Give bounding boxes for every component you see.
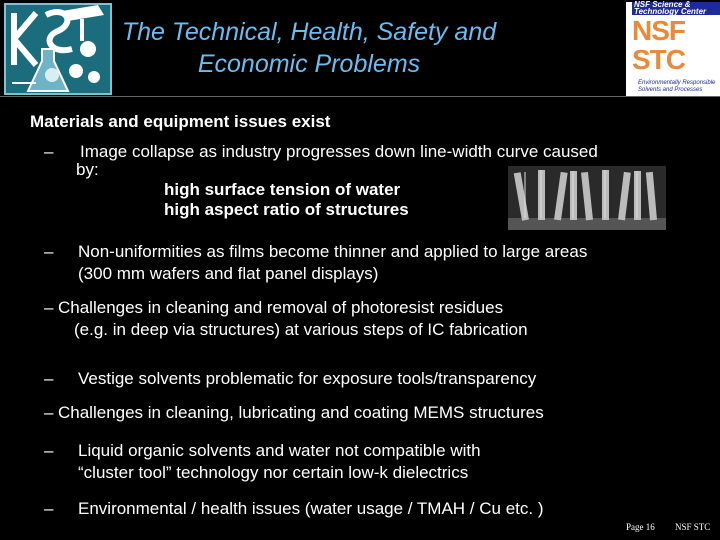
nsf-stc-logo	[626, 2, 720, 96]
dash-bullet: –	[44, 403, 54, 422]
dash-bullet: –	[44, 441, 54, 460]
dash-bullet: –	[44, 499, 54, 518]
dash-bullet: –	[44, 142, 54, 161]
collapsed-structures-picture	[508, 166, 666, 230]
list-item-text: by:	[76, 160, 99, 179]
page-number: Page 16	[626, 522, 655, 532]
dash-bullet: –	[44, 369, 54, 388]
nsf-logo-word-stc: STC	[632, 44, 685, 75]
header-divider	[0, 96, 720, 97]
list-item-text: Challenges in cleaning, lubricating and coating MEMS structures	[58, 403, 544, 422]
nsf-logo-banner-line2: Technology Center	[634, 6, 707, 16]
lab-flask-logo-icon	[6, 5, 110, 93]
main-bullet: Materials and equipment issues exist	[30, 112, 331, 131]
list-item-text: Image collapse as industry progresses down line-width curve caused	[80, 142, 598, 161]
footer-org: NSF STC	[675, 522, 711, 532]
cause-line: high aspect ratio of structures	[164, 200, 409, 219]
ks-logo	[4, 3, 112, 95]
dash-bullet: –	[44, 242, 54, 261]
list-item-text: “cluster tool” technology nor certain low-k dielectrics	[78, 463, 469, 482]
slide-title-line2: Economic Problems	[197, 50, 421, 78]
dash-bullet: –	[44, 298, 54, 317]
nsf-logo-word-nsf: NSF	[632, 15, 685, 46]
list-item-text: Challenges in cleaning and removal of photoresist residues	[58, 298, 504, 317]
slide-title-line1: The Technical, Health, Safety and	[121, 18, 497, 46]
nsf-logo-banner-line1: NSF Science &	[634, 0, 691, 9]
header	[0, 0, 720, 100]
list-item-text: Non-uniformities as films become thinner and applied to large areas	[78, 242, 588, 261]
list-item-text: (e.g. in deep via structures) at various steps of IC fabrication	[74, 320, 528, 339]
list-item-text: (300 mm wafers and flat panel displays)	[78, 264, 379, 283]
list-item-text: Vestige solvents problematic for exposure tools/transparency	[78, 369, 537, 388]
list-item-text: Environmental / health issues (water usage / TMAH / Cu etc. )	[78, 499, 544, 518]
cause-line: high surface tension of water	[164, 180, 401, 199]
list-item-text: Liquid organic solvents and water not compatible with	[78, 441, 481, 460]
slide-title	[118, 16, 500, 80]
nsf-logo-banner	[632, 2, 720, 15]
sem-micrograph-image	[508, 166, 666, 230]
nsf-logo-subtitle: Environmentally Responsible Solvents and Processes	[638, 80, 716, 93]
